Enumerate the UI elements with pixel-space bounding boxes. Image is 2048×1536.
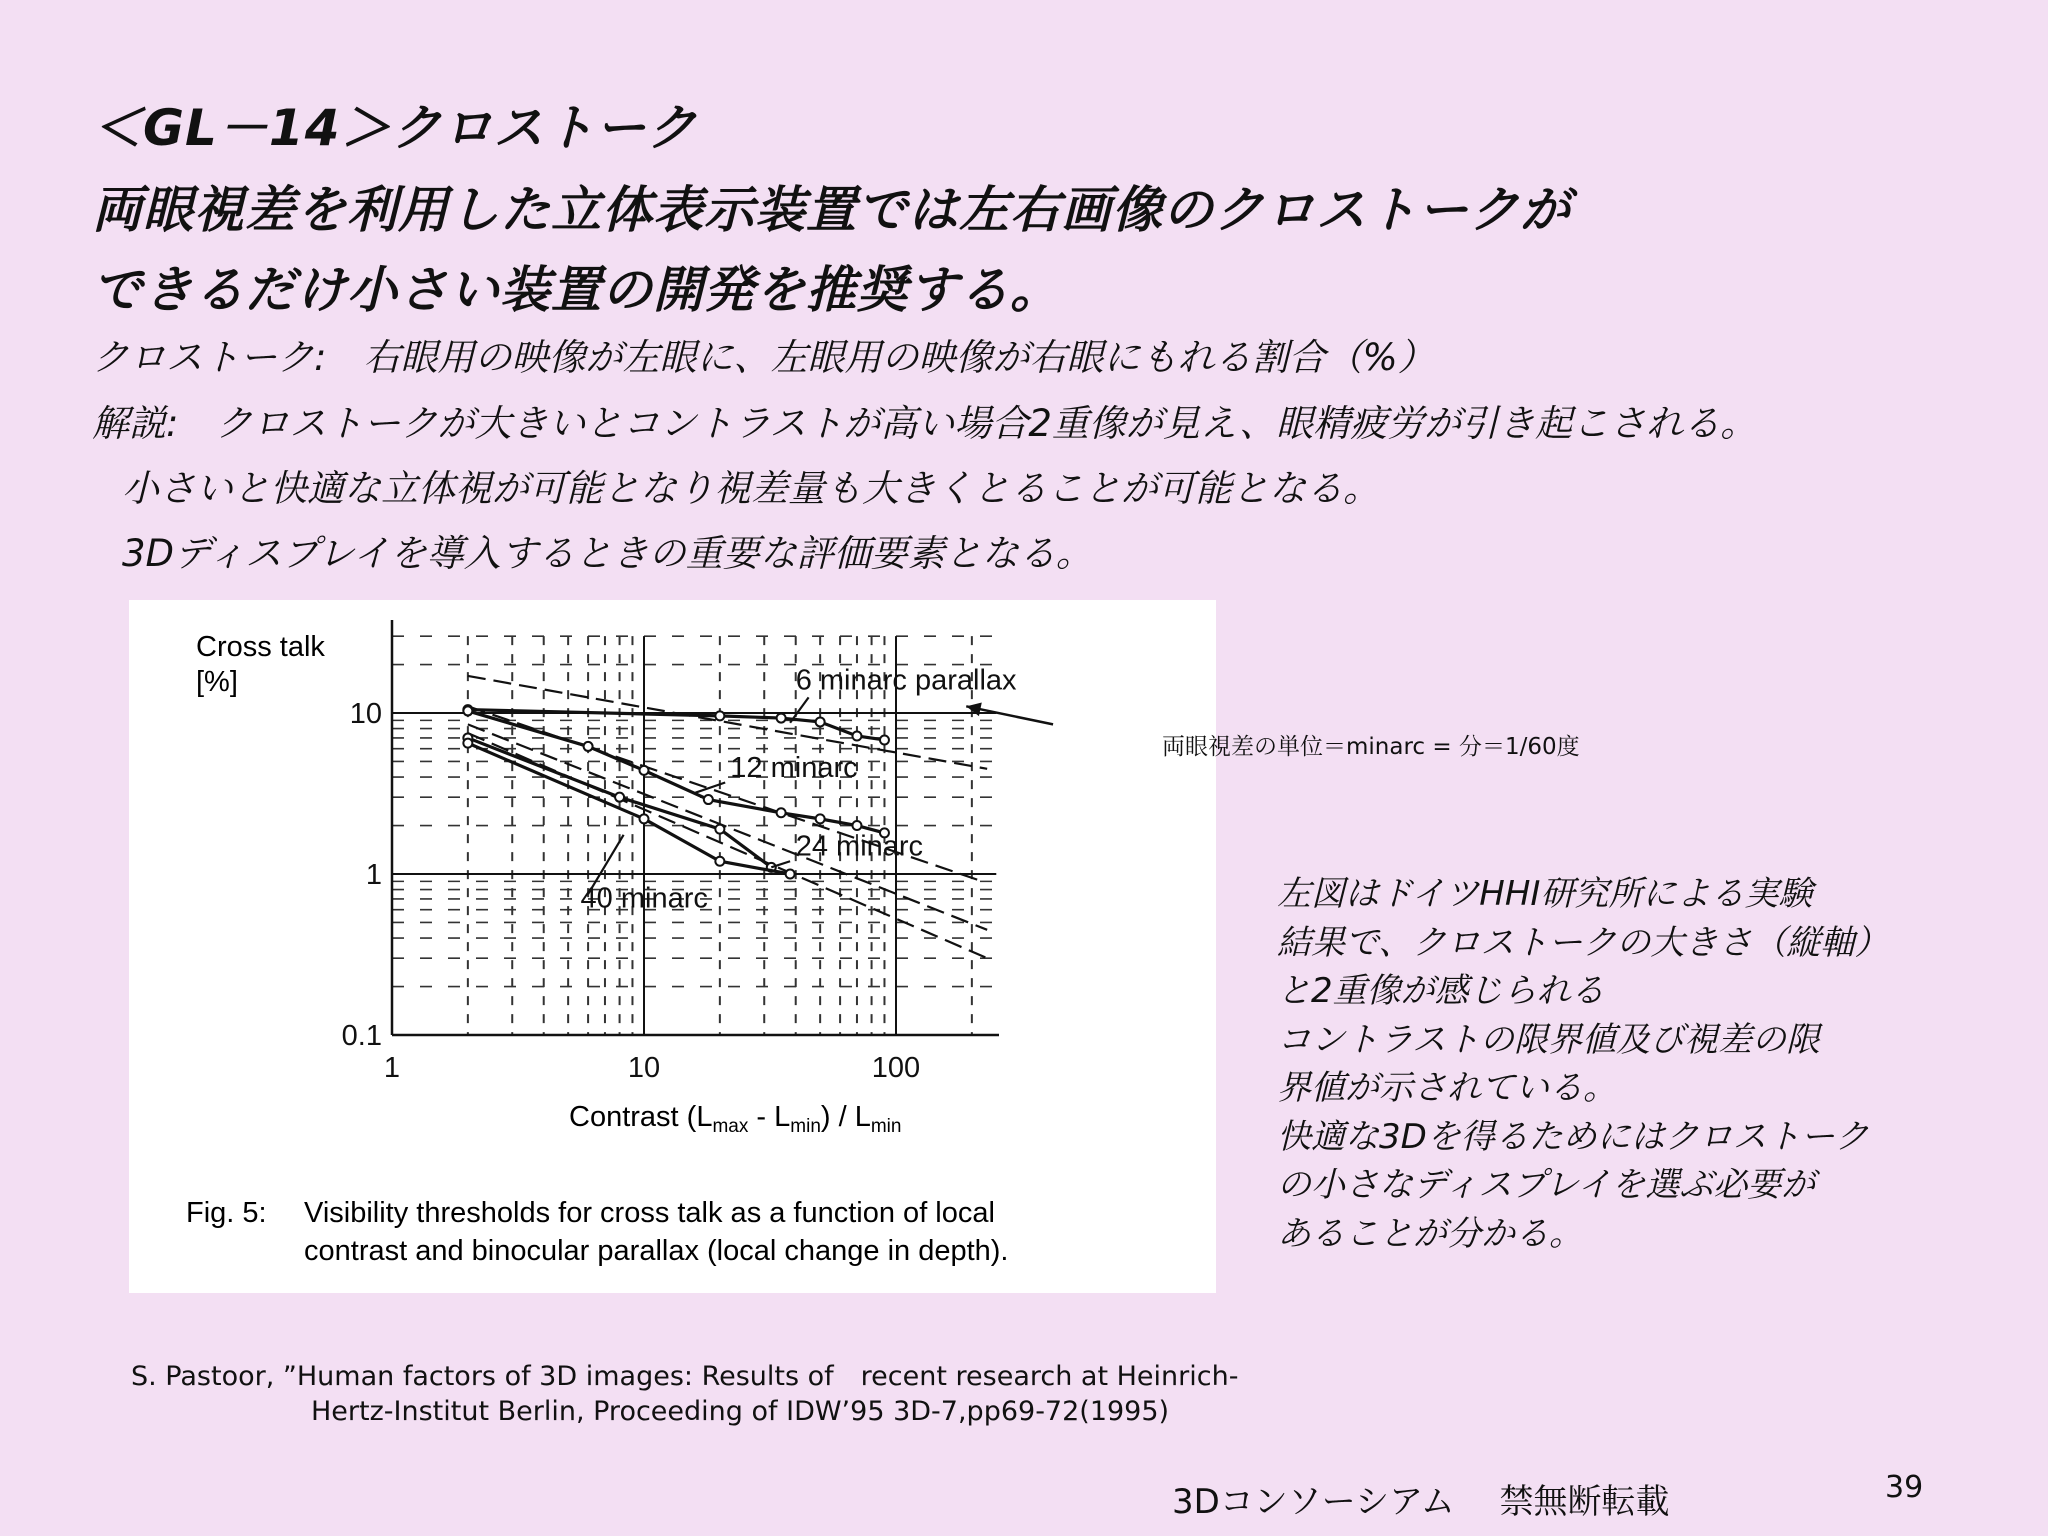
figure-panel — [129, 600, 1216, 1293]
x-axis-label: Contrast $(L_{max} - L_{min}) / L_{min}$ — [569, 1101, 902, 1137]
data-point — [640, 814, 649, 823]
series-label: 12 minarc — [730, 752, 858, 785]
footer-copyright: 3Dコンソーシアム 禁無断転載 — [1172, 1482, 1670, 1522]
figure-description-line: コントラストの限界値及び視差の限 — [1277, 1019, 1820, 1060]
slide-title-line-1: ＜GL－14＞クロストーク — [92, 99, 698, 157]
crosstalk-chart — [129, 600, 1216, 1293]
explanation-line-2: 小さいと快適な立体視が可能となり視差量も大きくとることが可能となる。 — [122, 467, 1380, 510]
explanation-line-3: 3Dディスプレイを導入するときの重要な評価要素となる。 — [122, 532, 1093, 575]
annotation-arrow-head — [966, 702, 982, 716]
data-point — [640, 766, 649, 775]
y-axis-label-line-2: [%] — [196, 666, 238, 698]
figure-caption-label: Fig. 5: — [186, 1197, 267, 1229]
x-tick-label: 100 — [871, 1052, 921, 1084]
data-point — [463, 706, 472, 715]
data-point — [715, 825, 724, 834]
slide-title-line-3: できるだけ小さい装置の開発を推奨する。 — [92, 261, 1061, 319]
y-axis-label-line-1: Cross talk — [196, 631, 325, 663]
x-tick-label: 10 — [627, 1052, 661, 1084]
data-point — [704, 795, 713, 804]
data-point — [852, 731, 861, 740]
figure-description-line: 左図はドイツHHI研究所による実験 — [1277, 874, 1813, 914]
citation-line-1: S. Pastoor, ”Human factors of 3D images: Results of recent research at Heinrich- — [131, 1361, 1239, 1392]
explanation-line-1: 解説: クロストークが大きいとコントラストが高い場合2重像が見え、眼精疲労が引き起こされる。 — [92, 402, 1758, 445]
series-label: 24 minarc — [795, 830, 924, 863]
figure-description-line: 快適な3Dを得るためにはクロストーク — [1277, 1116, 1869, 1157]
data-point — [777, 714, 786, 723]
figure-description-line: 結果で、クロストークの大きさ（縦軸） — [1277, 922, 1889, 963]
data-point — [880, 735, 889, 744]
figure-description-line: と2重像が感じられる — [1277, 971, 1605, 1011]
figure-description-line: あることが分かる。 — [1277, 1213, 1583, 1254]
data-point — [816, 717, 825, 726]
series-label: 6 minarc parallax — [795, 664, 1017, 697]
citation-line-2: Hertz-Institut Berlin, Proceeding of IDW’95 3D-7,pp69-72(1995) — [311, 1396, 1170, 1427]
figure-description-line: の小さなディスプレイを選ぶ必要が — [1277, 1165, 1816, 1205]
y-tick-label: 1 — [365, 859, 382, 891]
data-point — [777, 808, 786, 817]
data-point — [816, 814, 825, 823]
data-point — [715, 711, 724, 720]
data-point — [584, 742, 593, 751]
figure-caption-line-2: contrast and binocular parallax (local change in depth). — [304, 1235, 1009, 1267]
figure-description-line: 界値が示されている。 — [1277, 1068, 1617, 1108]
slide-title-line-2: 両眼視差を利用した立体表示装置では左右画像のクロストークが — [92, 181, 1571, 239]
data-point — [715, 857, 724, 866]
x-tick-label: 1 — [383, 1052, 401, 1084]
series-label: 40 minarc — [580, 882, 708, 915]
data-point — [852, 821, 861, 830]
data-point — [786, 870, 795, 879]
parallax-unit-note: 両眼視差の単位＝minarc = 分＝1/60度 — [1162, 734, 1580, 760]
y-tick-label: 0.1 — [341, 1020, 382, 1052]
data-point — [463, 739, 472, 748]
data-point — [615, 793, 624, 802]
page-number: 39 — [1885, 1470, 1924, 1505]
y-tick-label: 10 — [349, 698, 382, 730]
crosstalk-definition: クロストーク: 右眼用の映像が左眼に、左眼用の映像が右眼にもれる割合（%） — [92, 336, 1435, 379]
figure-description — [1277, 870, 1888, 1258]
figure-caption-line-1: Visibility thresholds for cross talk as a function of local — [304, 1197, 995, 1229]
